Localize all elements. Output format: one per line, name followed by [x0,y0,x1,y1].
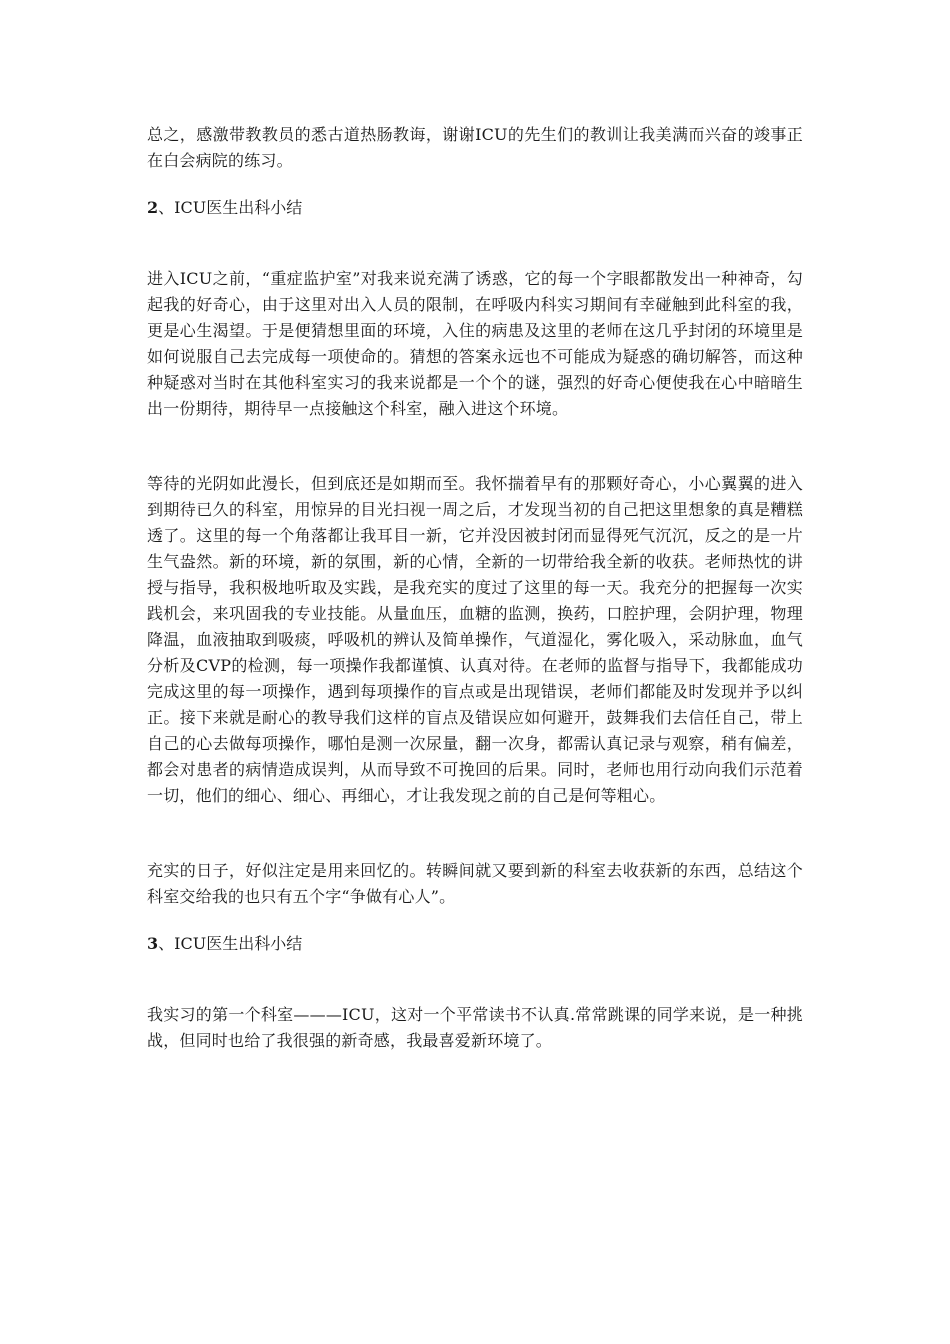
document-page [147,122,803,1054]
summary-paragraph: 充实的日子，好似注定是用来回忆的。转瞬间就又要到新的科室去收获新的东西，总结这个科室交给我的也只有五个字“争做有心人”。 [147,861,803,906]
section-title: 、ICU医生出科小结 [158,198,303,217]
experience-paragraph: 等待的光阴如此漫长，但到底还是如期而至。我怀揣着早有的那颗好奇心，小心翼翼的进入到期待已久的科室，用惊异的目光扫视一周之后，才发现当初的自己把这里想象的真是糟糕透了。这里的每一个角落都让我耳目一新，它并没因被封闭而显得死气沉沉，反之的是一片生气盎然。新的环境，新的氛围，新的心情，全新的一切带给我全新的收获。老师热忱的讲授与指导，我积极地听取及实践，是我充实的度过了这里的每一天。我充分的把握每一次实践机会，来巩固我的专业技能。从量血压，血糖的监测，换药，口腔护理，会阴护理，物理降温，血液抽取到吸痰，呼吸机的辨认及简单操作，气道湿化，雾化吸入，采动脉血，血气分析及CVP的检测，每一项操作我都谨慎、认真对待。在老师的监督与指导下，我都能成功完成这里的每一项操作，遇到每项操作的盲点或是出现错误，老师们都能及时发现并予以纠正。接下来就是耐心的教导我们这样的盲点及错误应如何避开，鼓舞我们去信任自己，带上自己的心去做每项操作，哪怕是测一次尿量，翻一次身，都需认真记录与观察，稍有偏差，都会对患者的病情造成误判，从而导致不可挽回的后果。同时，老师也用行动向我们示范着一切，他们的细心、细心、再细心，才让我发现之前的自己是何等粗心。 [147,474,803,805]
first-department-paragraph: 我实习的第一个科室———ICU，这对一个平常读书不认真.常常跳课的同学来说，是一种挑战，但同时也给了我很强的新奇感，我最喜爱新环境了。 [147,1005,803,1050]
intro-paragraph: 进入ICU之前，“重症监护室”对我来说充满了诱惑，它的每一个字眼都散发出一种神奇，勾起我的好奇心，由于这里对出入人员的限制，在呼吸内科实习期间有幸碰触到此科室的我，更是心生渴望。于是便猜想里面的环境，入住的病患及这里的老师在这几乎封闭的环境里是如何说服自己去完成每一项使命的。猜想的答案永远也不可能成为疑惑的确切解答，而这种种疑惑对当时在其他科室实习的我来说都是一个个的谜，强烈的好奇心便使我在心中暗暗生出一份期待，期待早一点接触这个科室，融入进这个环境。 [147,269,803,418]
section-title: 、ICU医生出科小结 [158,934,303,953]
section-heading-3 [147,931,803,957]
closing-paragraph: 总之，感激带教教员的悉古道热肠教诲，谢谢ICU的先生们的教训让我美满而兴奋的竣事正在白会病院的练习。 [147,125,803,170]
section-heading-2 [147,195,803,221]
section-number: 2 [147,198,159,217]
section-number: 3 [147,934,159,953]
